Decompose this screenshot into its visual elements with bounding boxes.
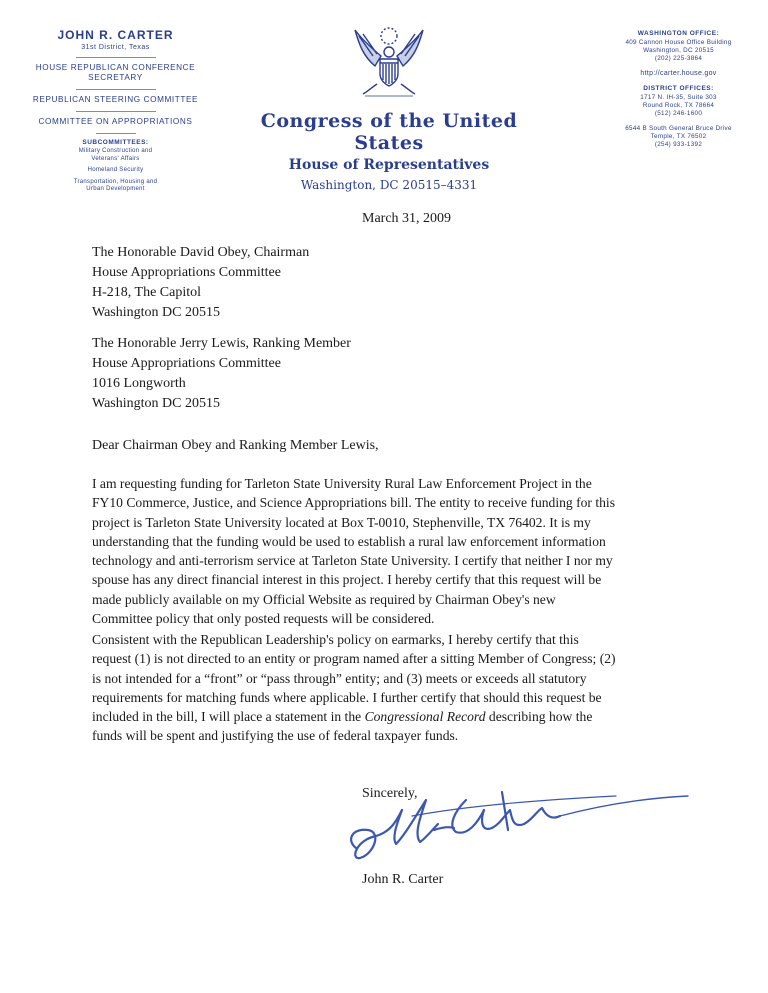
address-line: H-218, The Capitol [92,285,202,300]
paragraph-line: requirements for matching funds where applicable. I further certify that should this request be [92,689,602,705]
washington-office-heading: WASHINGTON OFFICE: [637,30,720,37]
office-line: (202) 225-3864 [654,55,703,62]
paragraph-line: made publicly available on my Official Website as required by Chairman Obey's new [92,591,556,607]
paragraph-2 [92,630,712,746]
addressee-block-1 [92,243,309,323]
address-line: The Honorable Jerry Lewis, Ranking Member [92,336,351,351]
paragraph-line: I am requesting funding for Tarleton State University Rural Law Enforcement Project in the [92,476,592,491]
office-line: (512) 246-1600 [654,110,703,117]
steering-committee: REPUBLICAN STEERING COMMITTEE [32,95,199,104]
closing: Sincerely, [362,786,418,801]
text-run: describing how the [485,709,593,725]
subcommittee-line: Veterans' Affairs [91,155,140,162]
address-line: The Honorable David Obey, Chairman [92,245,310,260]
washington-office-block [596,30,761,63]
website [596,70,761,78]
addressee-block-2 [92,334,351,414]
letterhead-center [224,22,554,192]
letter-date: March 31, 2009 [362,211,452,226]
paragraph-line: Committee policy that only posted requests will be considered. [92,611,435,627]
congressional-record-italic: Congressional Record [364,709,486,725]
district-office-block [596,85,761,118]
address-line: House Appropriations Committee [92,265,281,280]
salutation: Dear Chairman Obey and Ranking Member Lewis, [92,438,379,453]
address-line: Washington DC 20515 [92,396,220,411]
district-offices-heading: DISTRICT OFFICES: [643,85,714,92]
district-office-block-2 [596,125,761,149]
paragraph-line: Consistent with the Republican Leadership's policy on earmarks, I hereby certify that this [92,632,579,647]
paragraph-line: technology and anti-terrorism service at Tarleton State University. I certify that neither I nor my [92,553,613,569]
divider [76,57,156,58]
office-line: 6544 B South General Bruce Drive [625,125,732,132]
office-line: 1717 N. IH-35, Suite 303 [640,94,717,101]
paragraph-line: project is Tarleton State University located at Box T-0010, Stephenville, TX 76402. It is my [92,514,591,530]
subcommittees-heading: SUBCOMMITTEES: [82,139,149,146]
signature [316,770,696,870]
address-line: 1016 Longworth [92,376,186,391]
house-title: House of Representatives [288,157,490,173]
divider [76,111,156,112]
appropriations-committee: COMMITTEE ON APPROPRIATIONS [38,117,193,126]
subcommittee-line: Urban Development [86,186,145,192]
signer-name: John R. Carter [362,872,444,887]
member-name: JOHN R. CARTER [57,28,174,42]
paragraph-line: FY10 Commerce, Justice, and Science Appropriations bill. The entity to receive funding for this [92,495,615,511]
paragraph-line: spouse has any direct financial interest in this project. I hereby certify that this request will be [92,572,602,588]
office-line: Round Rock, TX 78664 [642,102,715,109]
office-line: (254) 933-1392 [654,141,703,148]
paragraph-line: funds will be spent and justifying the use of federal taxpayer funds. [92,728,459,744]
subcommittee-line: Transportation, Housing and [73,178,158,185]
paragraph-line [92,707,712,726]
paragraph-line: request (1) is not directed to an entity or program named after a sitting Member of Congress; (2) [92,651,616,667]
conference-role: HOUSE REPUBLICAN CONFERENCE [35,63,196,72]
office-line: 409 Cannon House Office Building [625,39,732,46]
office-line: Temple, TX 76502 [650,133,707,140]
website-url: http://carter.house.gov [640,70,717,77]
congress-title: Congress of the United States [260,110,518,154]
address-line: House Appropriations Committee [92,356,281,371]
eagle-seal-icon [351,22,427,104]
conference-title: SECRETARY [88,73,143,82]
divider [96,133,136,134]
washington-address: Washington, DC 20515–4331 [300,178,478,192]
paragraph-line: is not intended for a “front” or “pass through” entity; and (3) meets or exceeds all statutory [92,670,587,686]
paragraph-1 [92,474,712,628]
letterhead-right-column [596,30,761,156]
letterhead-left-column [8,28,223,194]
text-run: included in the bill, I will place a statement in the [92,709,365,725]
member-district: 31st District, Texas [81,44,150,51]
paragraph-line: understanding that the funding would be used to establish a rural law enforcement information [92,533,606,549]
office-line: Washington, DC 20515 [643,47,714,54]
divider [76,89,156,90]
address-line: Washington DC 20515 [92,305,220,320]
subcommittee-line: Military Construction and [78,148,153,154]
subcommittee-line: Homeland Security [87,167,144,173]
